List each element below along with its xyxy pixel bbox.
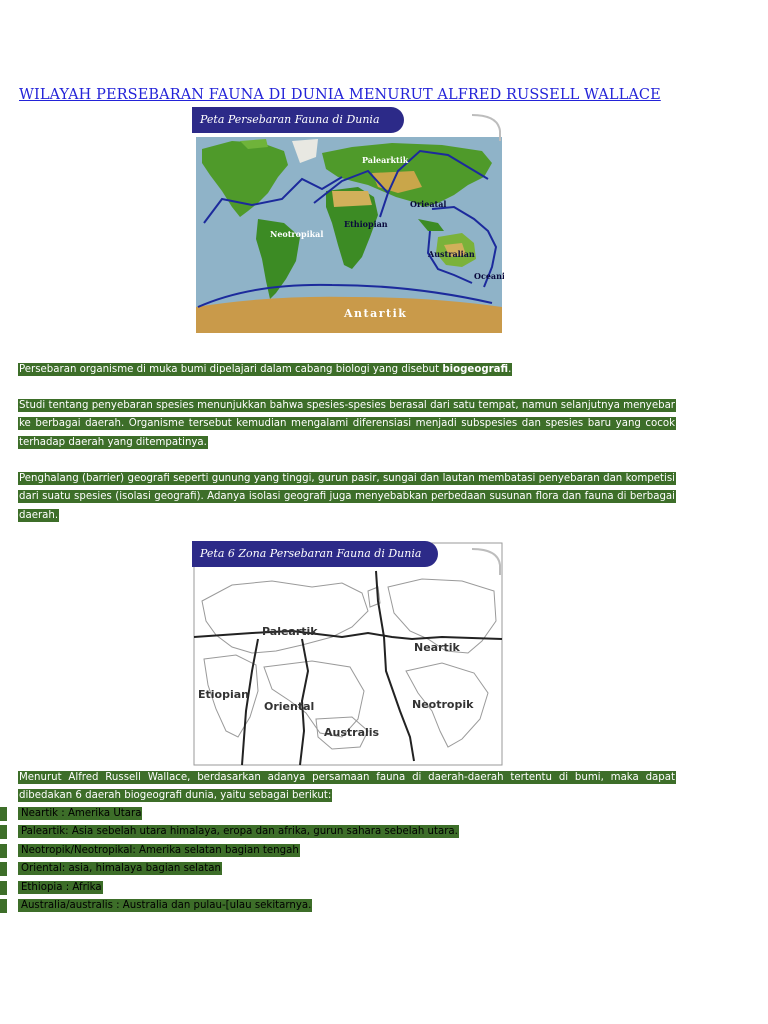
- label-palearktik: Palearktik: [362, 155, 409, 165]
- list-item: [0, 823, 600, 841]
- paragraph-geographic-barrier: [18, 470, 676, 525]
- zone-list: [0, 805, 600, 915]
- list-marker: [0, 862, 7, 876]
- six-zone-map: [192, 541, 504, 767]
- p4-text: Menurut Alfred Russell Wallace, berdasarkan adanya persamaan fauna di daerah-daerah tertentu di bumi, maka dapat dibedakan 6 daerah biogeografi dunia, yaitu sebagai berikut:: [19, 772, 675, 802]
- label-neotropik: Neotropik: [412, 698, 474, 711]
- fauna-distribution-map: [192, 107, 504, 333]
- list-item-text: Oriental: asia, himalaya bagian selatan: [18, 862, 222, 875]
- list-marker: [0, 844, 7, 858]
- list-marker: [0, 825, 7, 839]
- label-etiopian: Etiopian: [198, 688, 249, 701]
- paragraph-wallace-zones: [18, 769, 676, 806]
- list-item: [0, 879, 600, 897]
- p3-text: Penghalang (barrier) geografi seperti gunung yang tinggi, gurun pasir, sungai dan lautan membatasi penyebaran dan kompetisi dari suatu spesies (isolasi geografi). Adanya isolasi geografi juga menyebabkan perbedaan susunan flora dan fauna di berbagai daerah.: [19, 473, 675, 521]
- list-item-text: Australia/australis : Australia dan pulau-[ulau sekitarnya.: [18, 899, 312, 912]
- label-neartik: Neartik: [414, 641, 460, 654]
- list-marker: [0, 807, 7, 821]
- label-oriental: Orieatal: [410, 199, 447, 209]
- document-title[interactable]: WILAYAH PERSEBARAN FAUNA DI DUNIA MENURUT ALFRED RUSSELL WALLACE: [19, 87, 661, 103]
- list-item: [0, 842, 600, 860]
- paragraph-biogeografi: [18, 361, 676, 379]
- label-ethiopian: Ethiopian: [344, 219, 388, 229]
- label-oriental: Oriental: [264, 700, 315, 713]
- list-marker: [0, 881, 7, 895]
- list-item-text: Neartik : Amerika Utara: [18, 807, 142, 820]
- list-marker: [0, 899, 7, 913]
- label-australis: Australis: [324, 726, 380, 739]
- term-biogeografi: biogeografi: [442, 364, 509, 375]
- list-item-text: Neotropik/Neotropikal: Amerika selatan bagian tengah: [18, 844, 300, 857]
- label-paleartik: Paleartik: [262, 625, 318, 638]
- list-item: [0, 897, 600, 915]
- label-australian: Australian: [428, 249, 475, 259]
- p2-text: Studi tentang penyebaran spesies menunjukkan bahwa spesies-spesies berasal dari satu tempat, namun selanjutnya menyebar ke berbagai daerah. Organisme tersebut kemudian mengalami diferensiasi menjadi subspesies dan spesies baru yang cocok terhadap daerah yang ditempatinya.: [19, 400, 675, 448]
- list-item: [0, 860, 600, 878]
- p1-text: Persebaran organisme di muka bumi dipelajari dalam cabang biologi yang disebut: [19, 364, 443, 375]
- p1-end: .: [508, 364, 512, 375]
- map-banner: Peta Persebaran Fauna di Dunia: [192, 107, 404, 133]
- list-item-text: Ethiopia : Afrika: [18, 881, 103, 894]
- zone-outline-graphic: [192, 541, 504, 767]
- label-oceanic: Oceani: [474, 271, 504, 281]
- label-antartika: Antartik: [344, 307, 408, 320]
- map-banner: Peta 6 Zona Persebaran Fauna di Dunia: [192, 541, 438, 567]
- paragraph-spread-study: [18, 397, 676, 452]
- label-neotropikal: Neotropikal: [270, 229, 324, 239]
- list-item-text: Paleartik: Asia sebelah utara himalaya, eropa dan afrika, gurun sahara sebelah utara.: [18, 825, 459, 838]
- list-item: [0, 805, 600, 823]
- world-map-graphic: [192, 107, 504, 333]
